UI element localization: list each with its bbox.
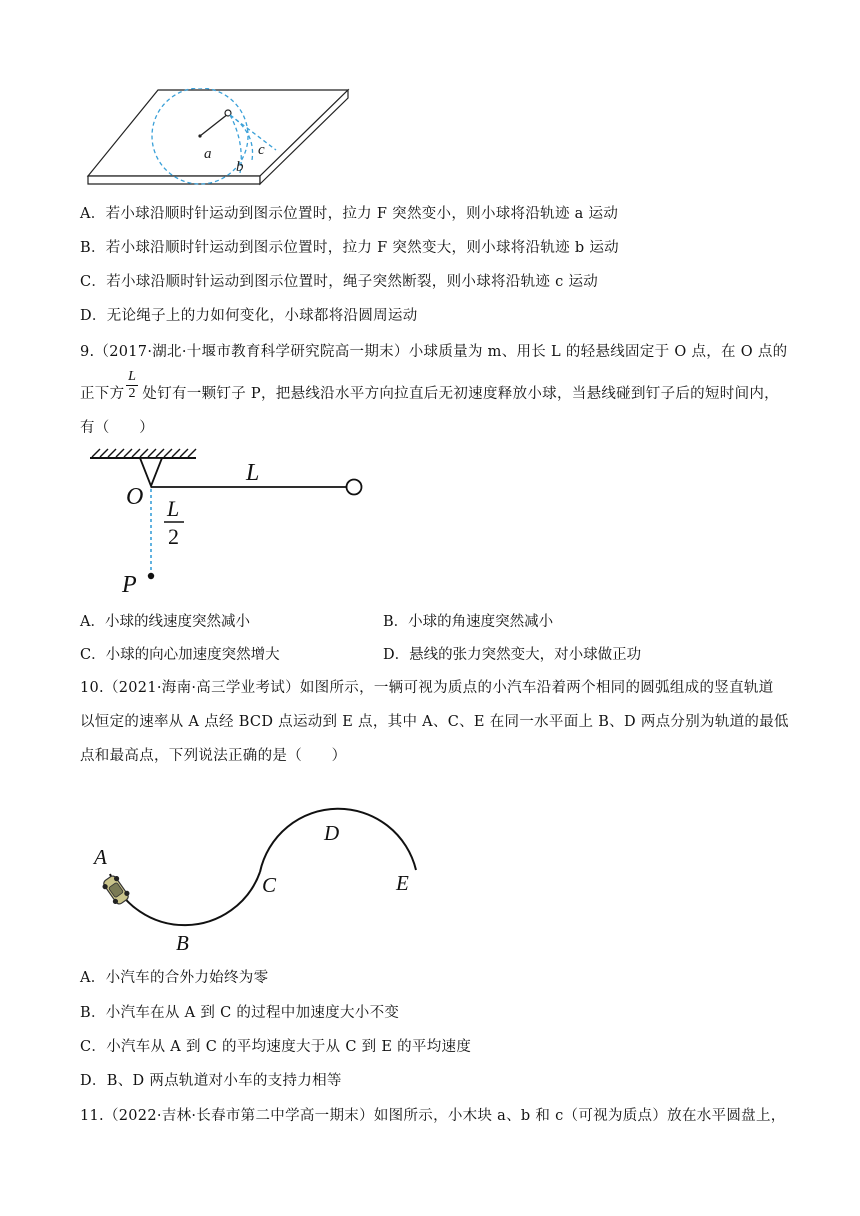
q10-stem-line1: 10.（2021·海南·高三学业考试）如图所示，一辆可视为质点的小汽车沿着两个相同的圆弧组成的竖直轨道 (80, 680, 774, 696)
q8-option-a (80, 202, 618, 223)
q10-option-b-text: 小汽车在从 A 到 C 的过程中加速度大小不变 (105, 1005, 400, 1021)
q10-option-c-text: 小汽车从 A 到 C 的平均速度大于从 C 到 E 的平均速度 (106, 1039, 472, 1055)
nail-P-label: P (122, 572, 137, 596)
q9-option-d-letter: D． (383, 647, 410, 663)
q10-option-d (80, 1069, 342, 1090)
q8-option-d-letter: D． (80, 308, 107, 324)
figure-pendulum-nail (84, 446, 374, 596)
q8-option-a-letter: A． (80, 206, 106, 222)
q9-stem-fraction-den: 2 (128, 386, 136, 401)
q10-option-a-letter: A． (80, 970, 106, 986)
q9-option-a (80, 610, 250, 631)
q8-option-b (80, 236, 619, 257)
q9-option-c-text: 小球的向心加速度突然增大 (105, 647, 280, 663)
q10-option-a-text: 小汽车的合外力始终为零 (105, 970, 269, 986)
q9-option-a-letter: A． (80, 614, 105, 630)
q11-stem-line1: 11.（2022·吉林·长春市第二中学高一期末）如图所示，小木块 a、b 和 c（可视为质点）放在水平圆盘上， (80, 1108, 786, 1124)
q10-option-b (80, 1001, 399, 1022)
q9-stem-line2-pre: 正下方 (80, 386, 125, 402)
q9-stem-line2-post: 处钉有一颗钉子 P，把悬线沿水平方向拉直后无初速度释放小球，当悬线碰到钉子后的短时间内， (142, 386, 779, 402)
q10-option-d-letter: D． (80, 1073, 107, 1089)
figure-plate-trajectories (80, 88, 360, 188)
q9-option-a-text: 小球的线速度突然减小 (104, 614, 250, 630)
point-D-label: D (324, 821, 340, 845)
q10-option-c-letter: C． (80, 1039, 107, 1055)
length-L-label: L (246, 460, 260, 486)
q9-stem-line2 (80, 382, 779, 403)
point-C-label: C (262, 873, 277, 897)
point-B-label: B (176, 931, 189, 955)
trajectory-b-label: b (236, 159, 244, 175)
q9-option-c (80, 643, 280, 664)
fraction-num-label: L (167, 496, 180, 521)
q10-option-d-text: B、D 两点轨道对小车的支持力相等 (106, 1073, 342, 1089)
q10-stem-line2: 以恒定的速率从 A 点经 BCD 点运动到 E 点，其中 A、C、E 在同一水平面上 B、D 两点分别为轨道的最低 (80, 714, 789, 730)
trajectory-c-label: c (258, 142, 265, 158)
q9-stem-line3: 有（ ） (80, 420, 154, 436)
figure-s-track (88, 790, 428, 960)
q9-option-d-text: 悬线的张力突然变大，对小球做正功 (409, 647, 642, 663)
q8-option-c-letter: C． (80, 274, 107, 290)
q10-stem-line3: 点和最高点，下列说法正确的是（ ） (80, 748, 347, 764)
q9-stem-fraction (126, 370, 138, 401)
point-O-label: O (126, 484, 144, 510)
fraction-den-label: 2 (168, 524, 179, 549)
q8-option-c (80, 270, 598, 291)
q9-option-d (383, 643, 641, 664)
q8-option-a-text: 若小球沿顺时针运动到图示位置时，拉力 F 突然变小，则小球将沿轨迹 a 运动 (105, 206, 619, 222)
q9-option-b-text: 小球的角速度突然减小 (408, 614, 554, 630)
q8-option-b-text: 若小球沿顺时针运动到图示位置时，拉力 F 突然变大，则小球将沿轨迹 b 运动 (105, 240, 619, 256)
q9-stem-line1: 9.（2017·湖北·十堰市教育科学研究院高一期末）小球质量为 m、用长 L 的轻悬线固定于 O 点，在 O 点的 (80, 344, 788, 360)
point-A-label: A (94, 845, 107, 869)
point-E-label: E (396, 871, 409, 895)
q8-option-b-letter: B． (80, 240, 106, 256)
q8-option-c-text: 若小球沿顺时针运动到图示位置时，绳子突然断裂，则小球将沿轨迹 c 运动 (106, 274, 599, 290)
q9-option-b (383, 610, 553, 631)
q9-option-c-letter: C． (80, 647, 106, 663)
q8-option-d (80, 304, 418, 325)
q9-option-b-letter: B． (383, 614, 409, 630)
q10-option-a (80, 966, 268, 987)
q8-option-d-text: 无论绳子上的力如何变化，小球都将沿圆周运动 (106, 308, 418, 324)
q10-option-b-letter: B． (80, 1005, 106, 1021)
trajectory-a-label: a (204, 146, 212, 162)
q9-stem-fraction-num: L (128, 369, 136, 384)
q10-option-c (80, 1035, 471, 1056)
